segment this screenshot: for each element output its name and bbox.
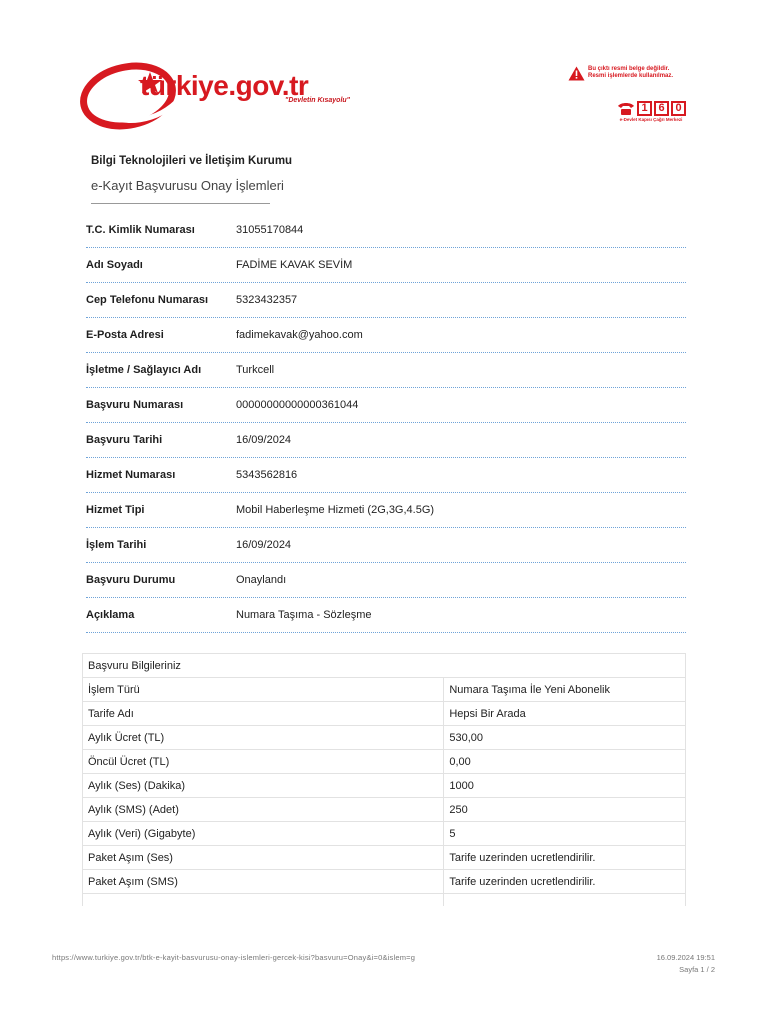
table-cell-value: Hepsi Bir Arada: [444, 702, 686, 726]
call-center-badge: [613, 100, 687, 124]
info-row-hizmet-numarasi: [86, 458, 686, 493]
phone-icon: [617, 101, 635, 116]
info-value: fadimekavak@yahoo.com: [236, 329, 363, 341]
warning-line-1: Bu çıktı resmi belge değildir.: [588, 66, 670, 72]
info-row-islem-tarihi: [86, 528, 686, 563]
table-row: [83, 822, 686, 846]
info-row-tc-kimlik: [86, 213, 686, 248]
table-row: [83, 774, 686, 798]
table-row: [83, 798, 686, 822]
application-info-list: [86, 213, 686, 633]
info-value: Mobil Haberleşme Hizmeti (2G,3G,4.5G): [236, 504, 435, 516]
table-cell-label: Paket Aşım (Ses): [83, 846, 444, 870]
table-cell-empty: [83, 894, 444, 906]
info-label: Hizmet Tipi: [86, 504, 145, 516]
info-row-e-posta: [86, 318, 686, 353]
table-cell-value: 0,00: [444, 750, 686, 774]
info-label: T.C. Kimlik Numarası: [86, 224, 195, 236]
table-cell-value: 1000: [444, 774, 686, 798]
info-row-basvuru-durumu: [86, 563, 686, 598]
table-cell-value: Tarife uzerinden ucretlendirilir.: [444, 846, 686, 870]
info-row-hizmet-tipi: [86, 493, 686, 528]
table-cell-label: Öncül Ücret (TL): [83, 750, 444, 774]
table-row: [83, 702, 686, 726]
info-label: Açıklama: [86, 609, 135, 621]
call-digit-2: 6: [654, 101, 669, 116]
warning-icon: [568, 66, 585, 81]
info-value: 5343562816: [236, 469, 298, 481]
info-row-basvuru-tarihi: [86, 423, 686, 458]
table-cell-value: Tarife uzerinden ucretlendirilir.: [444, 870, 686, 894]
logo-slogan: "Devletin Kısayolu": [285, 97, 350, 104]
info-label: İşlem Tarihi: [86, 539, 147, 551]
page-title: e-Kayıt Başvurusu Onay İşlemleri: [91, 178, 284, 193]
application-details-table: [82, 653, 686, 906]
footer-datetime: 16.09.2024 19:51: [656, 953, 715, 962]
info-value: 00000000000000361044: [236, 399, 359, 411]
info-label: İşletme / Sağlayıcı Adı: [86, 364, 202, 376]
footer-page-number: Sayfa 1 / 2: [679, 965, 715, 974]
table-row: [83, 678, 686, 702]
table-header-row: [83, 654, 686, 678]
table-cell-label: İşlem Türü: [83, 678, 444, 702]
info-row-isletme: [86, 353, 686, 388]
call-center-label: e-Devlet Kapısı Çağrı Merkezi: [619, 117, 683, 122]
table-cell-value: 530,00: [444, 726, 686, 750]
table-cell-label: Aylık Ücret (TL): [83, 726, 444, 750]
info-row-aciklama: [86, 598, 686, 633]
title-underline: [91, 203, 270, 204]
table-row: [83, 846, 686, 870]
info-value: FADİME KAVAK SEVİM: [236, 259, 353, 271]
table-cell-label: Tarife Adı: [83, 702, 444, 726]
table-cell-label: Aylık (SMS) (Adet): [83, 798, 444, 822]
info-value: 31055170844: [236, 224, 304, 236]
table-cell-label: Paket Aşım (SMS): [83, 870, 444, 894]
table-row: [83, 750, 686, 774]
info-label: Başvuru Numarası: [86, 399, 184, 411]
table-cell-value: Numara Taşıma İle Yeni Abonelik: [444, 678, 686, 702]
table-cell-label: Aylık (Ses) (Dakika): [83, 774, 444, 798]
table-cell-value: 250: [444, 798, 686, 822]
table-title: Başvuru Bilgileriniz: [83, 654, 686, 678]
table-cell-value: 5: [444, 822, 686, 846]
info-value: Onaylandı: [236, 574, 287, 586]
info-label: E-Posta Adresi: [86, 329, 164, 341]
info-label: Hizmet Numarası: [86, 469, 176, 481]
table-row: [83, 870, 686, 894]
call-digit-3: 0: [671, 101, 686, 116]
organization-name: Bilgi Teknolojileri ve İletişim Kurumu: [91, 155, 293, 167]
table-row: [83, 726, 686, 750]
table-row-empty: [83, 894, 686, 906]
info-value: 5323432357: [236, 294, 298, 306]
footer-url: https://www.turkiye.gov.tr/btk-e-kayit-basvurusu-onay-islemleri-gercek-kisi?basvuru=Onay&i=0&islem=g: [52, 953, 416, 962]
info-label: Cep Telefonu Numarası: [86, 294, 209, 306]
table-cell-empty: [444, 894, 686, 906]
table-cell-label: Aylık (Veri) (Gigabyte): [83, 822, 444, 846]
info-value: 16/09/2024: [236, 539, 292, 551]
call-digit-1: 1: [637, 101, 652, 116]
info-row-cep-telefonu: [86, 283, 686, 318]
info-row-basvuru-numarasi: [86, 388, 686, 423]
info-label: Başvuru Tarihi: [86, 434, 163, 446]
info-value: 16/09/2024: [236, 434, 292, 446]
official-warning: [568, 66, 688, 82]
warning-line-2: Resmi işlemlerde kullanılmaz.: [588, 73, 674, 79]
logo-text: türkiye.gov.tr: [140, 70, 309, 101]
info-label: Adı Soyadı: [86, 259, 143, 271]
info-label: Başvuru Durumu: [86, 574, 176, 586]
info-row-adi-soyadi: [86, 248, 686, 283]
info-value: Turkcell: [236, 364, 275, 376]
info-value: Numara Taşıma - Sözleşme: [236, 609, 372, 621]
